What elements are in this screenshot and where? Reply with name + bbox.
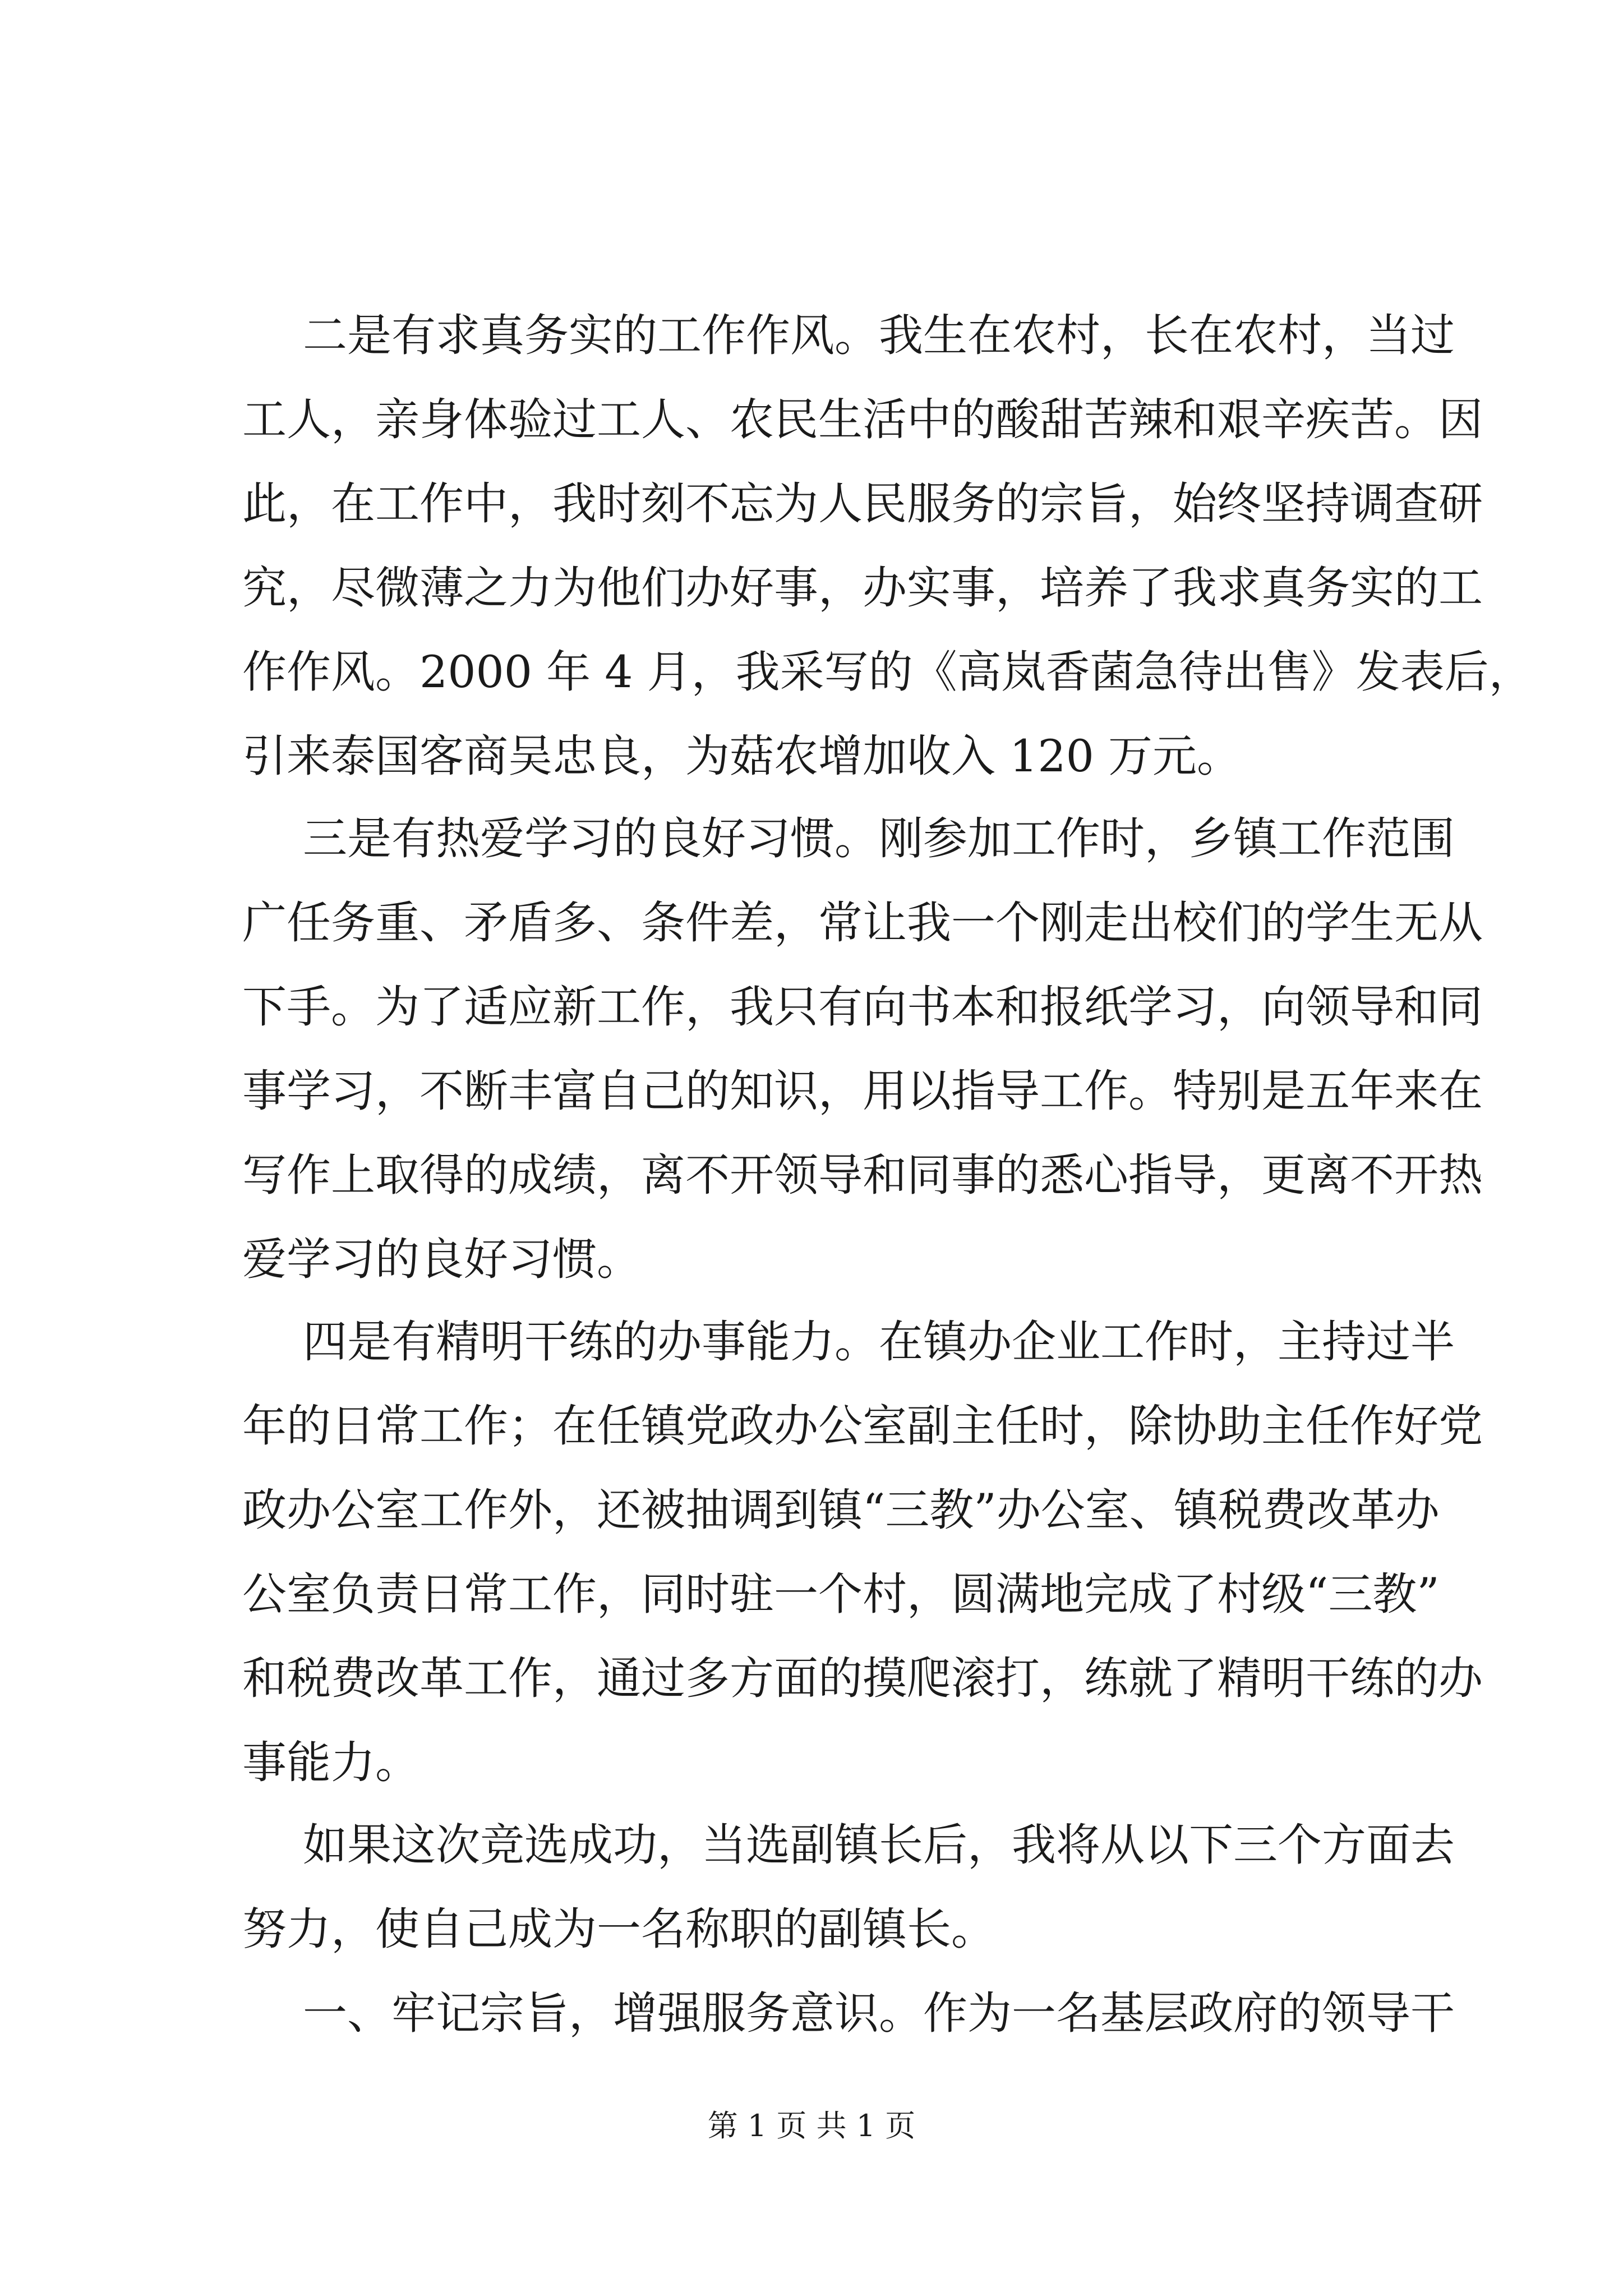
paragraph-3-line-3: 政办公室工作外，还被抽调到镇“三教”办公室、镇税费改革办 [242, 1484, 1440, 1536]
paragraph-1-line-2: 工人，亲身体验过工人、农民生活中的酸甜苦辣和艰辛疾苦。因 [242, 394, 1483, 445]
paragraph-1-line-6: 引来泰国客商吴忠良，为菇农增加收入 120 万元。 [242, 730, 1242, 782]
paragraph-3-line-1: 四是有精明干练的办事能力。在镇办企业工作时，主持过半 [303, 1316, 1455, 1368]
paragraph-4-line-2: 努力，使自己成为一名称职的副镇长。 [242, 1903, 995, 1955]
paragraph-3-line-4: 公室负责日常工作，同时驻一个村，圆满地完成了村级“三教” [242, 1568, 1440, 1620]
paragraph-2-line-5: 写作上取得的成绩，离不开领导和同事的悉心指导，更离不开热 [242, 1149, 1483, 1201]
paragraph-3-line-5: 和税费改革工作，通过多方面的摸爬滚打，练就了精明干练的办 [242, 1653, 1483, 1704]
paragraph-3-line-6: 事能力。 [242, 1737, 419, 1788]
paragraph-1-line-4: 究，尽微薄之力为他们办好事，办实事，培养了我求真务实的工 [242, 562, 1483, 614]
paragraph-2-line-2: 广任务重、矛盾多、条件差，常让我一个刚走出校们的学生无从 [242, 897, 1483, 949]
paragraph-2-line-3: 下手。为了适应新工作，我只有向书本和报纸学习，向领导和同 [242, 981, 1483, 1033]
paragraph-1-line-5: 作作风。2000 年 4 月，我采写的《高岚香菌急待出售》发表后， [242, 646, 1533, 698]
paragraph-2-line-1: 三是有热爱学习的良好习惯。刚参加工作时，乡镇工作范围 [303, 813, 1455, 864]
paragraph-2-line-4: 事学习，不断丰富自己的知识，用以指导工作。特别是五年来在 [242, 1065, 1483, 1117]
paragraph-5-line-1: 一、牢记宗旨，增强服务意识。作为一名基层政府的领导干 [303, 1987, 1455, 2039]
paragraph-2-line-6: 爱学习的良好习惯。 [242, 1234, 641, 1285]
paragraph-1-line-1: 二是有求真务实的工作作风。我生在农村，长在农村，当过 [303, 310, 1455, 361]
paragraph-1-line-3: 此，在工作中，我时刻不忘为人民服务的宗旨，始终坚持调查研 [242, 478, 1483, 530]
paragraph-4-line-1: 如果这次竞选成功，当选副镇长后，我将从以下三个方面去 [303, 1819, 1455, 1871]
page-footer: 第 1 页 共 1 页 [707, 2108, 916, 2143]
paragraph-3-line-2: 年的日常工作；在任镇党政办公室副主任时，除协助主任作好党 [242, 1400, 1483, 1452]
